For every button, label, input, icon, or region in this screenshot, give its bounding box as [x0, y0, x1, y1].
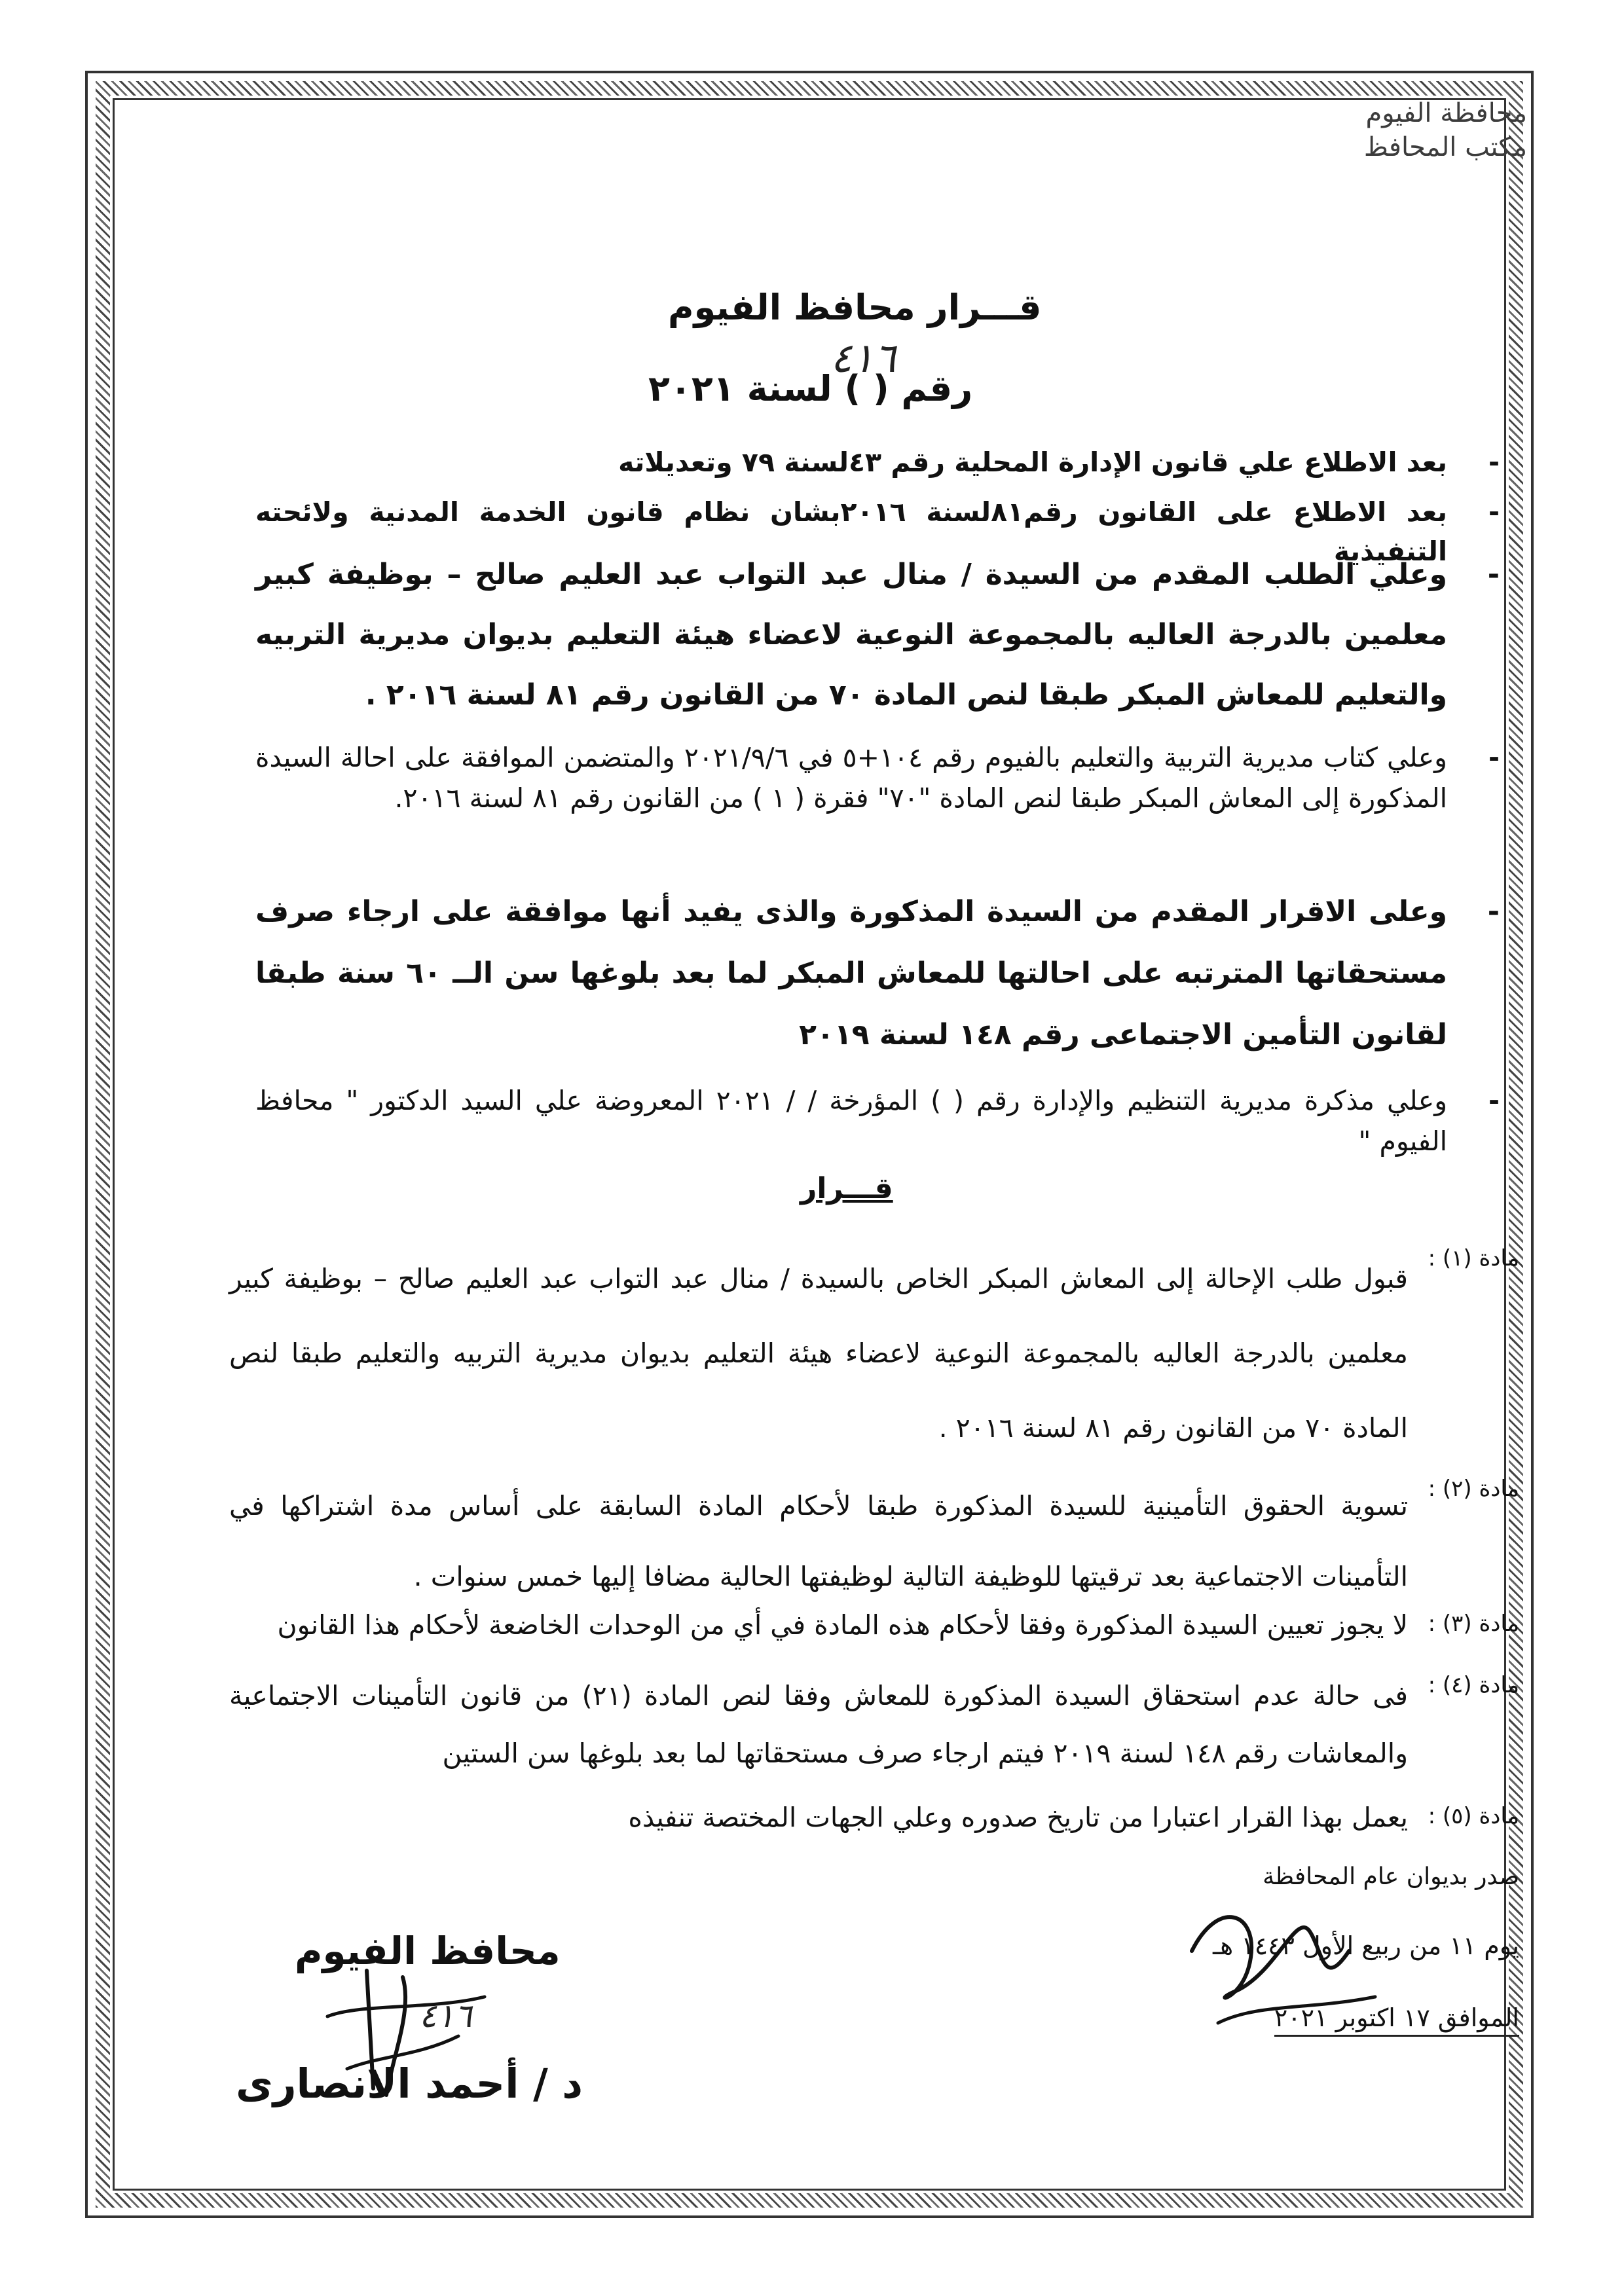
preamble-text: وعلى الاقرار المقدم من السيدة المذكورة والذى يفيد أنها موافقة على ارجاء صرف مستحقاتها المترتبه على احالتها للمعاش المبكر لما بعد بلوغها سن الــ ٦٠ سنة طبقا لقانون التأمين الاجتماعى رقم ١٤٨ لسنة ٢٠١٩: [255, 895, 1447, 1051]
bullet-dash: -: [1487, 558, 1500, 591]
preamble-text: بعد الاطلاع علي قانون الإدارة المحلية رقم ٤٣لسنة ٧٩ وتعديلاته: [618, 446, 1447, 478]
article-body: قبول طلب الإحالة إلى المعاش المبكر الخاص بالسيدة / منال عبد التواب عبد العليم صالح – بوظيفة كبير معلمين بالدرجة العاليه بالمجموعة النوعية لاعضاء هيئة التعليم بديوان مديرية التربيه والتعليم طبقا لنص المادة ٧٠ من القانون رقم ٨١ لسنة ٢٠١٦ .: [229, 1263, 1408, 1444]
article-body: يعمل بهذا القرار اعتبارا من تاريخ صدوره وعلي الجهات المختصة تنفيذه: [628, 1802, 1408, 1833]
article-body: تسوية الحقوق التأمينية للسيدة المذكورة طبقا لأحكام المادة السابقة على أساس مدة اشتراكها في التأمينات الاجتماعية بعد ترقيتها للوظيفة التالية لوظيفتها الحالية مضافا إليها خمس سنوات .: [229, 1490, 1408, 1592]
preamble-item: [255, 1080, 1500, 1161]
stamp-governorate: محافظة الفيوم: [1365, 98, 1527, 128]
article-body: لا يجوز تعيين السيدة المذكورة وفقا لأحكام هذه المادة في أي من الوحدات الخاضعة لأحكام هذا القانون: [277, 1609, 1408, 1641]
issued-at: صدر بديوان عام المحافظة: [1263, 1863, 1519, 1890]
preamble-text: بعد الاطلاع على القانون رقم٨١لسنة ٢٠١٦بشان نظام قانون الخدمة المدنية ولائحته التنفيذية: [255, 496, 1448, 567]
handwritten-decree-number: ٤١٦: [830, 334, 896, 382]
governor-title: محافظ الفيوم: [295, 1929, 561, 1973]
bullet-dash: -: [1488, 1085, 1500, 1116]
decree-title: قـــرار محافظ الفيوم: [668, 287, 1042, 328]
article-label: مادة (٥) :: [1428, 1803, 1519, 1829]
gregorian-date: الموافق ١٧ اكتوبر ٢٠٢١: [1274, 2003, 1519, 2037]
hijri-date: يوم ١١ من ربيع الأول ١٤٤٣ هـ: [1213, 1931, 1519, 1960]
article-label: مادة (٤) :: [1428, 1672, 1519, 1698]
preamble-text: وعلي الطلب المقدم من السيدة / منال عبد التواب عبد العليم صالح – بوظيفة كبير معلمين بالدرجة العاليه بالمجموعة النوعية لاعضاء هيئة التعليم بديوان مديرية التربيه والتعليم للمعاش المبكر طبقا لنص المادة ٧٠ من القانون رقم ٨١ لسنة ٢٠١٦ .: [255, 558, 1447, 712]
article-label: مادة (٣) :: [1428, 1611, 1519, 1637]
decision-heading: قـــرار: [800, 1172, 893, 1205]
article-body: فى حالة عدم استحقاق السيدة المذكورة للمعاش وفقا لنص المادة (٢١) من قانون التأمينات الاجتماعية والمعاشات رقم ١٤٨ لسنة ٢٠١٩ فيتم ارجاء صرف مستحقاتها لما بعد بلوغها سن الستين: [229, 1680, 1408, 1769]
signature-handwritten-number: ٤١٦: [419, 1997, 472, 2035]
office-stamp: [1364, 98, 1527, 162]
preamble-text: وعلي كتاب مديرية التربية والتعليم بالفيوم رقم ١٠٤+٥ في ٢٠٢١/٩/٦ والمتضمن الموافقة على احالة السيدة المذكورة إلى المعاش المبكر طبقا لنص المادة "٧٠" فقرة ( ١ ) من القانون رقم ٨١ لسنة ٢٠١٦.: [255, 742, 1447, 814]
bullet-dash: -: [1488, 446, 1500, 478]
preamble-item: [255, 881, 1500, 1066]
bullet-dash: -: [1488, 496, 1500, 528]
preamble-item: [255, 737, 1500, 818]
preamble-item: [255, 443, 1500, 482]
bullet-dash: -: [1487, 895, 1500, 928]
date-handwriting-scribble: [1179, 1872, 1388, 2043]
preamble-item: [255, 545, 1500, 725]
article-label: مادة (٢) :: [1428, 1476, 1519, 1502]
article-label: مادة (١) :: [1428, 1245, 1519, 1271]
bullet-dash: -: [1488, 742, 1500, 773]
preamble-text: وعلي مذكرة مديرية التنظيم والإدارة رقم ( ) المؤرخة / / ٢٠٢١ المعروضة علي السيد الدكتور " محافظ الفيوم ": [255, 1085, 1447, 1157]
stamp-office: مكتب المحافظ: [1363, 132, 1527, 162]
governor-name: د / أحمد الانصارى: [236, 2060, 583, 2107]
decree-number-line: رقم ( ) لسنة ٢٠٢١: [648, 368, 973, 409]
